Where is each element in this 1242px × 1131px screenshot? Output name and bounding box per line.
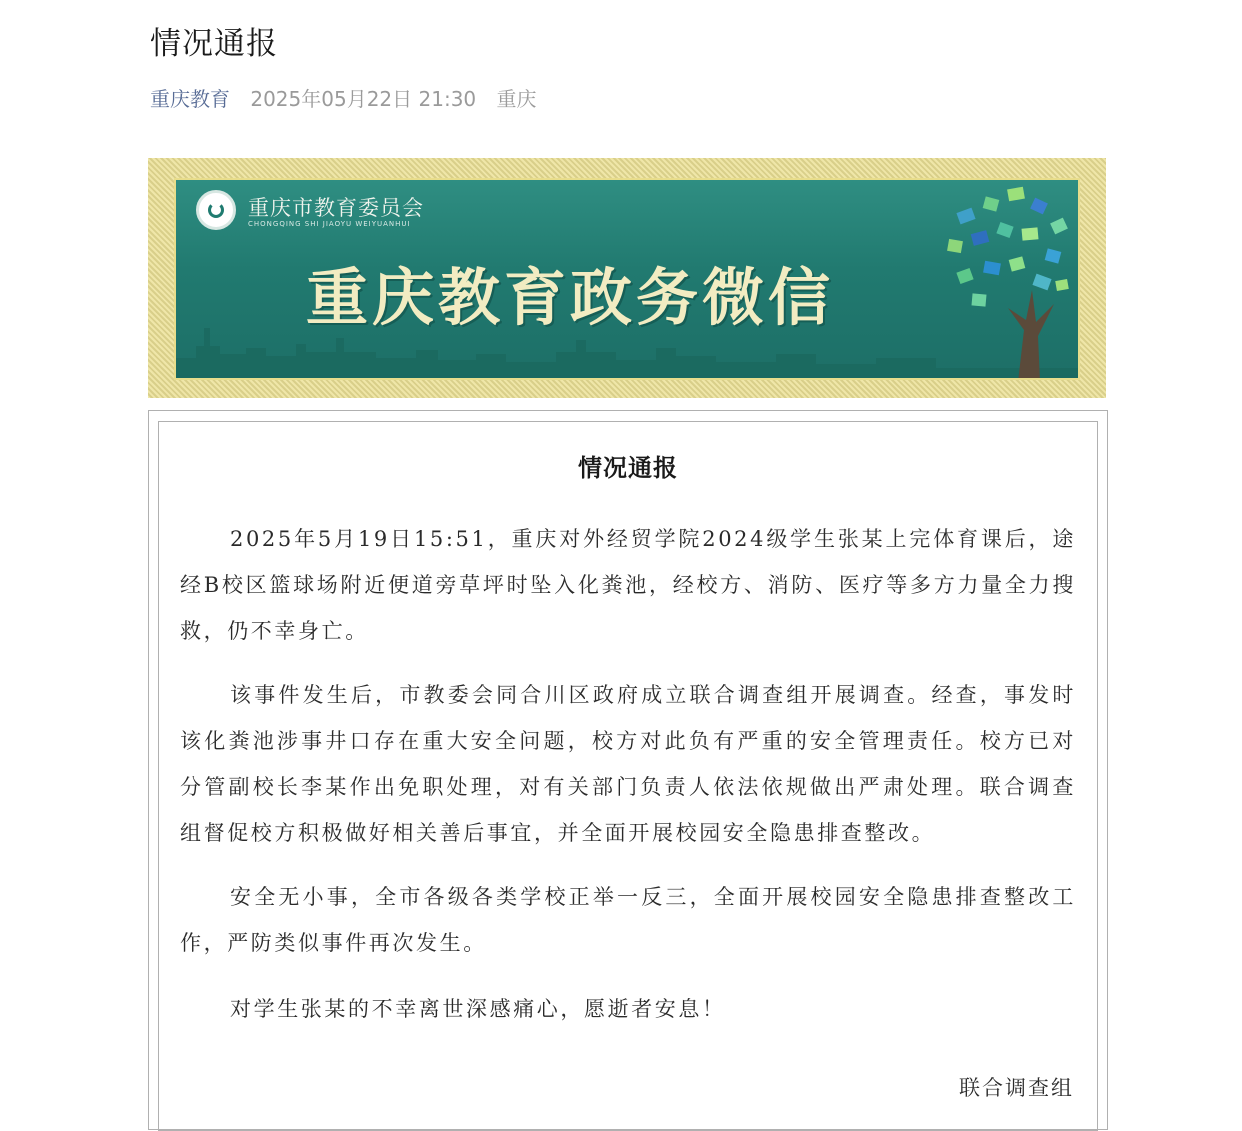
notice-paragraph-4: 对学生张某的不幸离世深感痛心，愿逝者安息！ [230, 997, 726, 1021]
notice-paragraph-1: 2025年5月19日15:51，重庆对外经贸学院2024级学生张某上完体育课后，途经B校区篮球场附近便道旁草坪时坠入化粪池，经校方、消防、医疗等多方力量全力搜救，仍不幸身亡。 [180, 527, 1076, 643]
banner-panel [174, 178, 1080, 380]
notice-paragraph-3: 安全无小事，全市各级各类学校正举一反三，全面开展校园安全隐患排查整改工作，严防类似事件再次发生。 [180, 885, 1076, 955]
notice-signature: 联合调查组 [959, 1076, 1074, 1100]
banner-org-name: 重庆市教育委员会 [248, 196, 424, 220]
publish-location: 重庆 [496, 87, 537, 111]
header-banner-image [148, 158, 1106, 398]
account-name-link[interactable]: 重庆教育 [150, 87, 230, 111]
book-tree-graphic [928, 180, 1078, 380]
article-title: 情况通报 [150, 26, 278, 62]
notice-paragraph-2: 该事件发生后，市教委会同合川区政府成立联合调查组开展调查。经查，事发时该化粪池涉事井口存在重大安全问题，校方对此负有严重的安全管理责任。校方已对分管副校长李某作出免职处理，对有关部门负责人依法依规做出严肃处理。联合调查组督促校方积极做好相关善后事宜，并全面开展校园安全隐患排查整改。 [180, 683, 1076, 845]
banner-org-name-en: CHONGQING SHI JIAOYU WEIYUANHUI [248, 220, 411, 228]
publish-datetime: 2025年05月22日 21:30 [250, 87, 477, 111]
article-meta [150, 84, 537, 114]
banner-headline: 重庆教育政务微信 [306, 261, 835, 334]
notice-heading: 情况通报 [578, 453, 678, 482]
education-commission-logo-icon [196, 190, 236, 230]
